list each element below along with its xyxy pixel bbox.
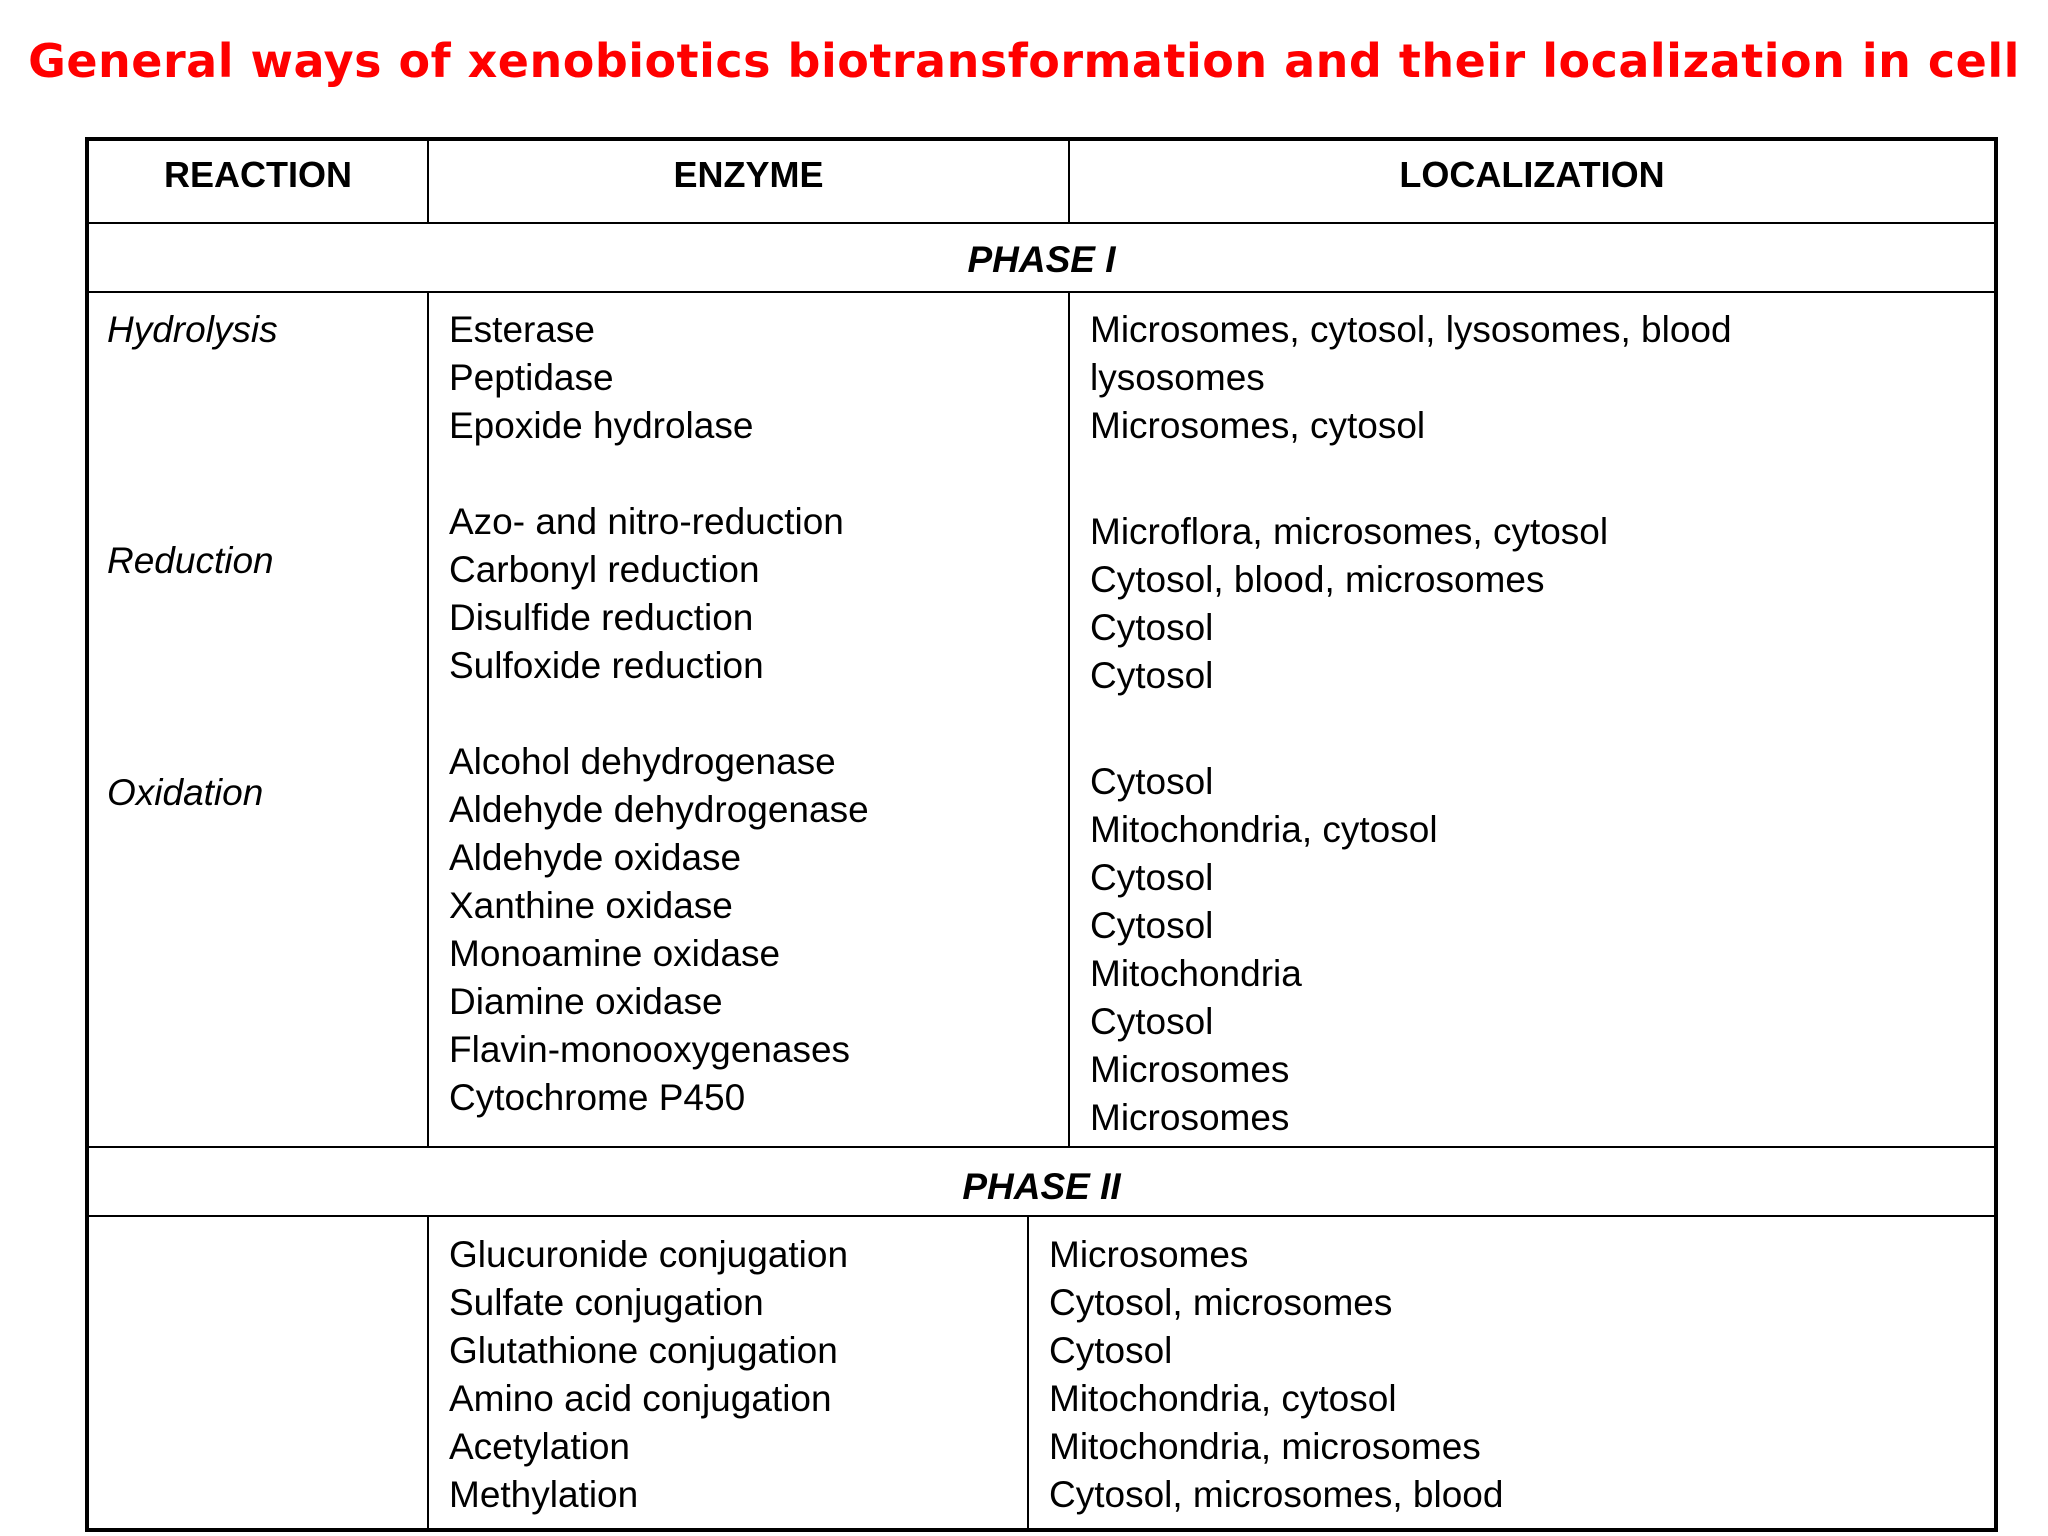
list-item: Microsomes, cytosol, lysosomes, blood [1090,309,1732,350]
list-item: Cytosol [1090,607,1214,648]
phase2-top-divider [87,1146,1996,1148]
localization-list-phase2 [1049,1231,1503,1519]
list-item: Cytosol [1090,857,1214,898]
list-item: Peptidase [449,357,614,398]
phase1-label: PHASE I [967,239,1116,280]
list-item: Cytosol, blood, microsomes [1090,559,1545,600]
list-item: Mitochondria [1090,953,1302,994]
enzyme-list-oxidation [449,738,869,1122]
phase1-divider [87,291,1996,293]
header-divider [87,222,1996,224]
list-item: Cytosol [1049,1330,1173,1371]
phase1-column-divider-reaction [427,293,429,1147]
phase2-column-divider-reaction [427,1217,429,1530]
list-item: Microflora, microsomes, cytosol [1090,511,1609,552]
list-item: Microsomes [1049,1234,1249,1275]
list-item: Azo- and nitro-reduction [449,501,844,542]
list-item: Carbonyl reduction [449,549,760,590]
list-item: Microsomes [1090,1049,1290,1090]
list-item: Sulfate conjugation [449,1282,764,1323]
list-item: Disulfide reduction [449,597,754,638]
phase2-column-divider-enzyme [1027,1217,1029,1530]
list-item: Acetylation [449,1426,630,1467]
list-item: Microsomes [1090,1097,1290,1138]
list-item: Amino acid conjugation [449,1378,832,1419]
enzyme-list-hydrolysis [449,306,753,450]
localization-list-reduction [1090,508,1608,700]
list-item: Cytosol [1090,1001,1214,1042]
enzyme-list-phase2 [449,1231,848,1519]
list-item: Monoamine oxidase [449,933,781,974]
list-item: Epoxide hydrolase [449,405,754,446]
column-header-reaction: REACTION [164,154,352,195]
phase1-column-divider-enzyme [1068,293,1070,1147]
list-item: Glucuronide conjugation [449,1234,849,1275]
phase2-label: PHASE II [962,1166,1121,1207]
list-item: Sulfoxide reduction [449,645,764,686]
list-item: Aldehyde oxidase [449,837,742,878]
list-item: Mitochondria, cytosol [1090,809,1438,850]
column-header-localization: LOCALIZATION [1399,154,1665,195]
list-item: Flavin-monooxygenases [449,1029,851,1070]
reaction-hydrolysis: Hydrolysis [107,309,278,350]
list-item: Cytosol [1090,655,1214,696]
localization-list-hydrolysis [1090,306,1732,450]
list-item: lysosomes [1090,357,1265,398]
column-header-enzyme: ENZYME [673,154,824,195]
list-item: Esterase [449,309,596,350]
list-item: Cytosol, microsomes [1049,1282,1393,1323]
list-item: Xanthine oxidase [449,885,733,926]
list-item: Cytosol, microsomes, blood [1049,1474,1504,1515]
list-item: Methylation [449,1474,639,1515]
list-item: Cytochrome P450 [449,1077,746,1118]
localization-list-oxidation [1090,758,1438,1142]
list-item: Cytosol [1090,905,1214,946]
list-item: Glutathione conjugation [449,1330,838,1371]
list-item: Cytosol [1090,761,1214,802]
page-title: General ways of xenobiotics biotransformation and their localization in cell [28,34,2020,88]
list-item: Microsomes, cytosol [1090,405,1426,446]
reaction-oxidation: Oxidation [107,772,264,813]
reaction-reduction: Reduction [107,540,274,581]
list-item: Diamine oxidase [449,981,723,1022]
phase2-bottom-divider [87,1215,1996,1217]
list-item: Alcohol dehydrogenase [449,741,836,782]
enzyme-list-reduction [449,498,844,690]
list-item: Mitochondria, cytosol [1049,1378,1397,1419]
list-item: Aldehyde dehydrogenase [449,789,869,830]
list-item: Mitochondria, microsomes [1049,1426,1481,1467]
